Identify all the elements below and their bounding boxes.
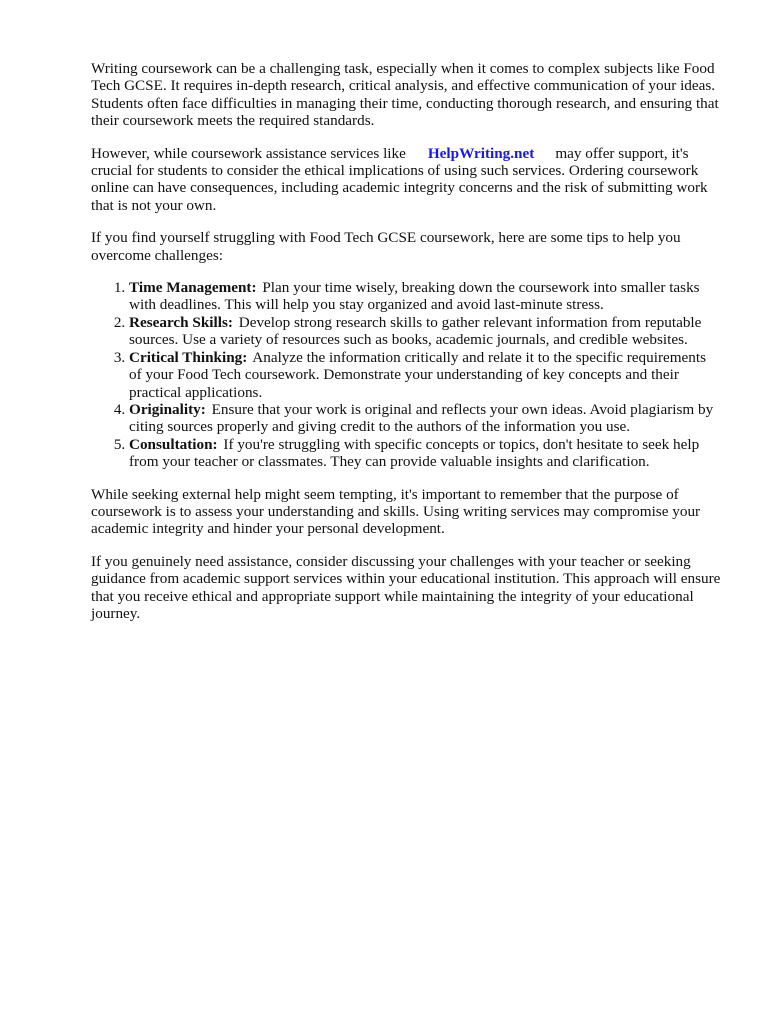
tip-title: Research Skills:: [129, 313, 233, 331]
tip-text: Ensure that your work is original and reflects your own ideas. Avoid plagiarism by citing sources properly and giving credit to the authors of the information you use.: [129, 400, 714, 436]
tip-title: Time Management:: [129, 279, 257, 297]
services-paragraph: [91, 145, 721, 215]
tip-text: Plan your time wisely, breaking down the coursework into smaller tasks with deadlines. This will help you stay organized and avoid last-minute stress.: [129, 279, 700, 314]
services-text-before: However, while coursework assistance services like: [91, 144, 406, 162]
list-item: [129, 314, 721, 349]
list-item: [129, 279, 721, 314]
services-text-after: may offer support, it's crucial for students to consider the ethical implications of using such services. Ordering coursework online can have consequences, including academic integrity concerns and the risk of submitting work that is not your own.: [91, 144, 708, 214]
list-item: [129, 401, 721, 436]
closing-paragraph: If you genuinely need assistance, consider discussing your challenges with your teacher or seeking guidance from academic support services within your educational institution. This approach will ensure that you receive ethical and appropriate support while maintaining the integrity of your educational journey.: [91, 552, 721, 622]
tips-list: [91, 279, 721, 470]
tip-title: Consultation:: [129, 435, 218, 453]
tip-text: If you're struggling with specific concepts or topics, don't hesitate to seek help from your teacher or classmates. They can provide valuable insights and clarification.: [129, 435, 700, 471]
list-item: [129, 436, 721, 471]
tip-text: Analyze the information critically and relate it to the specific requirements of your Food Tech coursework. Demonstrate your understanding of key concepts and their practical applications.: [129, 348, 707, 401]
tip-title: Originality:: [129, 400, 206, 418]
tip-title: Critical Thinking:: [129, 348, 248, 366]
tip-text: Develop strong research skills to gather relevant information from reputable sources. Use a variety of resources such as books, academic journals, and credible websites.: [129, 313, 702, 349]
intro-paragraph: Writing coursework can be a challenging task, especially when it comes to complex subjects like Food Tech GCSE. It requires in-depth research, critical analysis, and effective communication of your ideas. Students often face difficulties in managing their time, conducting thorough research, and ensuring that their coursework meets the required standards.: [91, 60, 719, 130]
document-page: [91, 60, 721, 637]
caution-paragraph: While seeking external help might seem tempting, it's important to remember that the purpose of coursework is to assess your understanding and skills. Using writing services may compromise your academic integrity and hinder your personal development.: [91, 485, 701, 538]
tips-intro-paragraph: If you find yourself struggling with Food Tech GCSE coursework, here are some tips to help you overcome challenges:: [91, 229, 681, 264]
list-item: [129, 349, 721, 401]
helpwriting-link[interactable]: HelpWriting.net: [427, 144, 535, 162]
